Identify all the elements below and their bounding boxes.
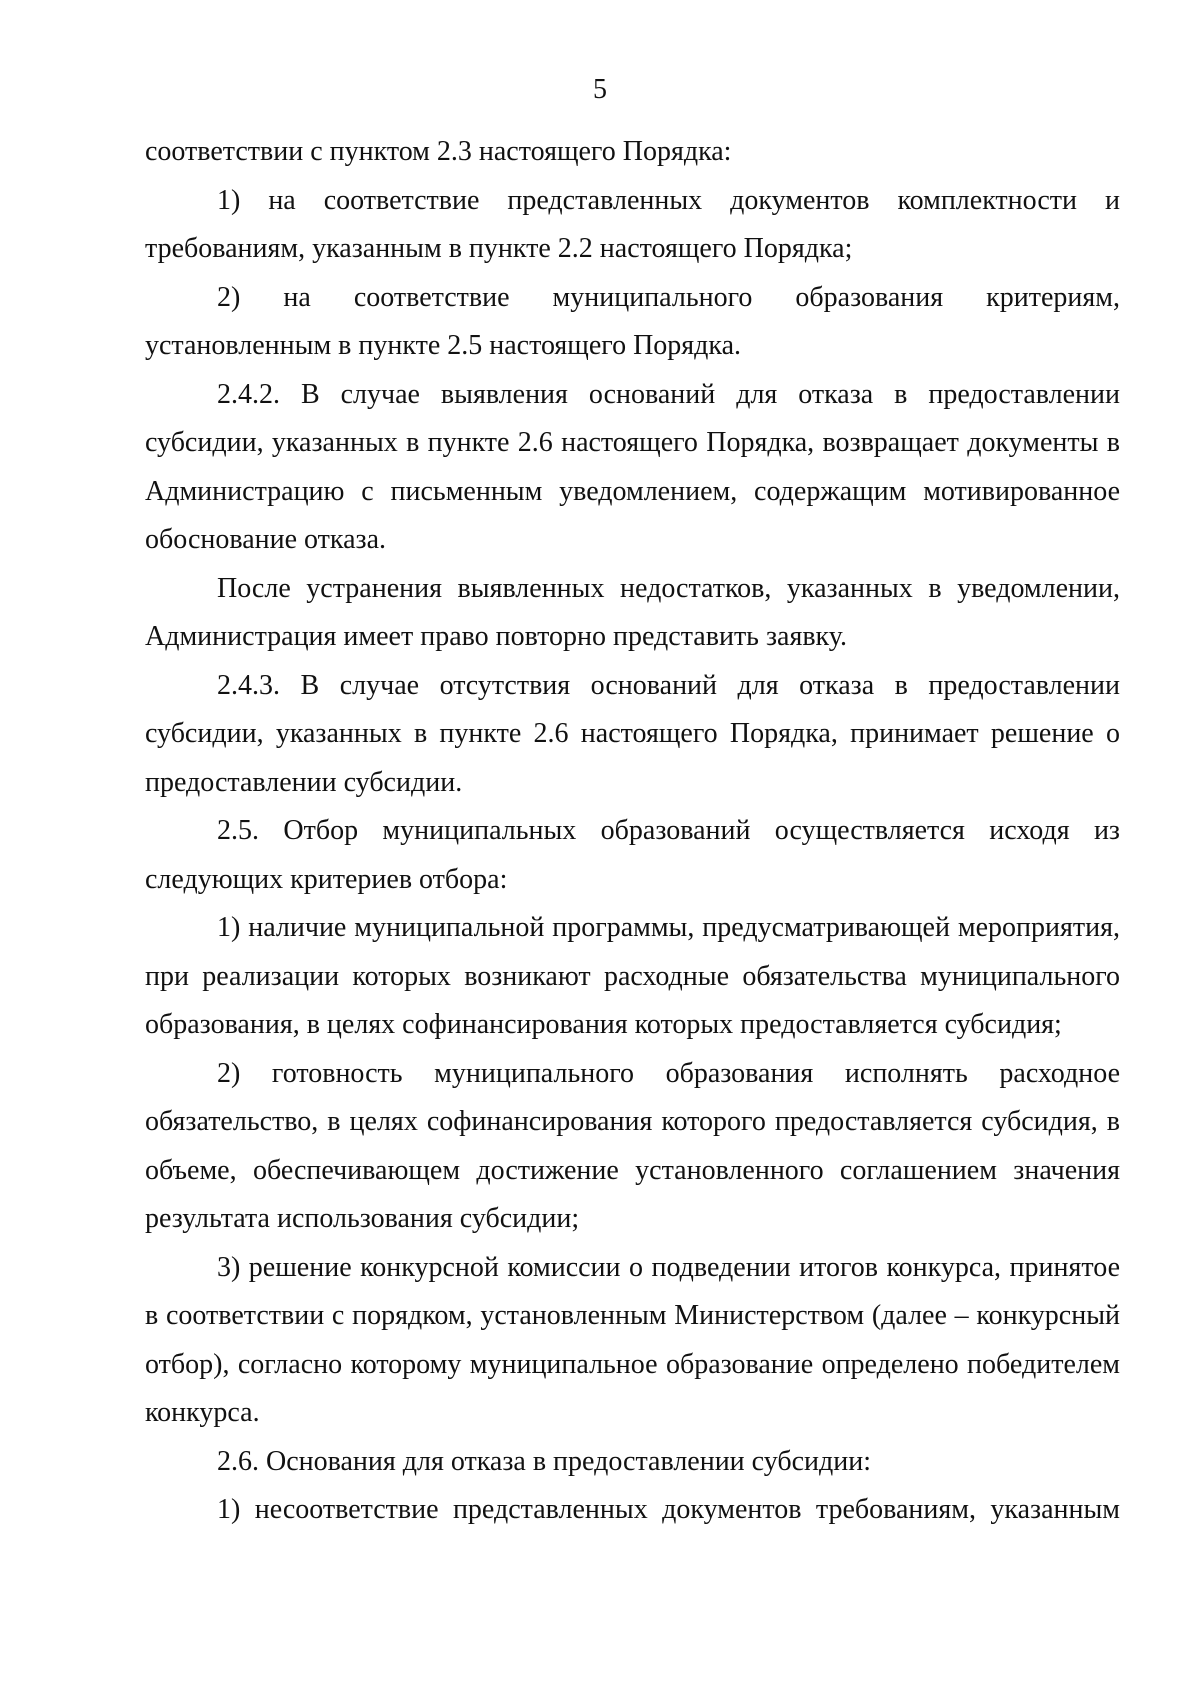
paragraph-refusal-ground-1: 1) несоответствие представленных документов требованиям, указанным <box>217 1494 1120 1525</box>
paragraph-item-2-criteria: 2) на соответствие муниципального образования критериям, установленным в пункте 2.5 настоящего Порядка. <box>145 281 1120 361</box>
paragraph-criterion-1: 1) наличие муниципальной программы, предусматривающей мероприятия, при реализации которых возникают расходные обязательства муниципального образования, в целях софинансирования которых предоставляется субсидия; <box>145 912 1120 1040</box>
paragraph-continuation: соответствии с пунктом 2.3 настоящего Порядка: <box>145 136 732 167</box>
paragraph-2-6: 2.6. Основания для отказа в предоставлении субсидии: <box>217 1445 872 1477</box>
paragraph-2-5: 2.5. Отбор муниципальных образований осуществляется исходя из следующих критериев отбора: <box>145 815 1120 895</box>
paragraph-2-4-3: 2.4.3. В случае отсутствия оснований для отказа в предоставлении субсидии, указанных в пункте 2.6 настоящего Порядка, принимает решение о предоставлении субсидии. <box>145 669 1120 798</box>
paragraph-criterion-3: 3) решение конкурсной комиссии о подведении итогов конкурса, принятое в соответствии с порядком, установленным Министерством (далее – конкурсный отбор), согласно которому муниципальное образование определено победителем конкурса. <box>145 1251 1120 1428</box>
paragraph-item-1-completeness: 1) на соответствие представленных документов комплектности и требованиям, указанным в пункте 2.2 настоящего Порядка; <box>145 184 1120 264</box>
document-body <box>145 128 1120 1535</box>
paragraph-2-4-2: 2.4.2. В случае выявления оснований для отказа в предоставлении субсидии, указанных в пункте 2.6 настоящего Порядка, возвращает документы в Администрацию с письменным уведомлением, содержащим мотивированное обоснование отказа. <box>145 378 1120 555</box>
paragraph-criterion-2: 2) готовность муниципального образования исполнять расходное обязательство, в целях софинансирования которого предоставляется субсидия, в объеме, обеспечивающем достижение установленного соглашением значения результата использования субсидии; <box>145 1057 1120 1234</box>
paragraph-resubmission: После устранения выявленных недостатков, указанных в уведомлении, Администрация имеет право повторно представить заявку. <box>145 572 1120 652</box>
page-number: 5 <box>593 74 607 105</box>
